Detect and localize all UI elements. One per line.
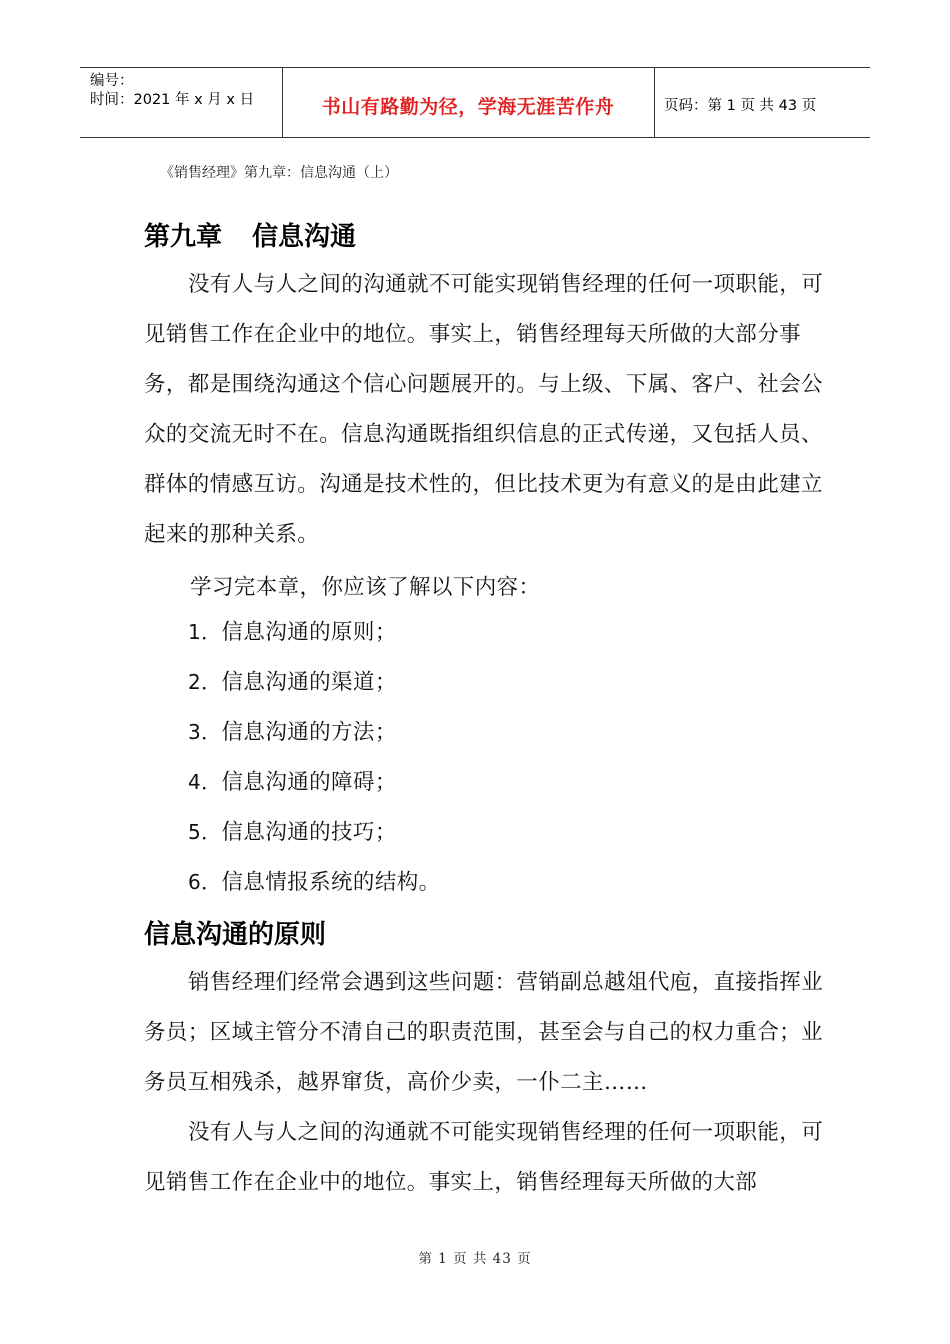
chapter-title: 信息沟通 [252, 222, 357, 252]
list-item-number: 2． [188, 670, 222, 694]
learning-objectives-list [188, 618, 441, 918]
header-motto: 书山有路勤为径，学海无涯苦作舟 [321, 96, 615, 118]
list-item-number: 4． [188, 770, 222, 794]
learning-intro: 学习完本章，你应该了解以下内容： [190, 575, 541, 600]
page-footer: 第 1 页 共 43 页 [418, 1251, 532, 1267]
list-item [188, 668, 441, 718]
chapter-heading [144, 216, 356, 253]
header-page-info: 页码：第 1 页 共 43 页 [664, 98, 817, 114]
chapter-number: 第九章 [144, 222, 223, 252]
list-item-text: 信息沟通的障碍； [221, 770, 397, 795]
header-divider [654, 68, 655, 137]
list-item-text: 信息沟通的技巧； [221, 820, 397, 845]
list-item-text: 信息情报系统的结构。 [221, 870, 441, 895]
section-heading: 信息沟通的原则 [144, 920, 327, 950]
list-item-text: 信息沟通的渠道； [221, 670, 397, 695]
list-item-text: 信息沟通的方法； [221, 720, 397, 745]
list-item [188, 818, 441, 868]
list-item-number: 5． [188, 820, 222, 844]
document-subtitle: 《销售经理》第九章：信息沟通（上） [160, 165, 398, 181]
list-item [188, 618, 441, 668]
list-item [188, 718, 441, 768]
document-date: 时间：2021 年 x 月 x 日 [90, 92, 255, 108]
header-table [80, 67, 870, 138]
header-left-cell [90, 72, 254, 110]
intro-paragraph: 没有人与人之间的沟通就不可能实现销售经理的任何一项职能，可见销售工作在企业中的地位。事实上，销售经理每天所做的大部分事务，都是围绕沟通这个信心问题展开的。与上级、下属、客户、社会公众的交流无时不在。信息沟通既指组织信息的正式传递，又包括人员、群体的情感互访。沟通是技术性的，但比技术更为有意义的是由此建立起来的那种关系。 [144, 272, 824, 547]
list-item-number: 6． [188, 870, 222, 894]
list-item-text: 信息沟通的原则； [221, 620, 397, 645]
list-item [188, 768, 441, 818]
list-item [188, 868, 441, 918]
list-item-number: 1． [188, 620, 222, 644]
document-number-label: 编号： [90, 73, 134, 89]
section-paragraph: 没有人与人之间的沟通就不可能实现销售经理的任何一项职能，可见销售工作在企业中的地位。事实上，销售经理每天所做的大部 [144, 1120, 824, 1195]
section-paragraph: 销售经理们经常会遇到这些问题：营销副总越俎代庖，直接指挥业务员；区域主管分不清自己的职责范围，甚至会与自己的权力重合；业务员互相残杀，越界窜货，高价少卖，一仆二主…… [144, 970, 824, 1095]
list-item-number: 3． [188, 720, 222, 744]
